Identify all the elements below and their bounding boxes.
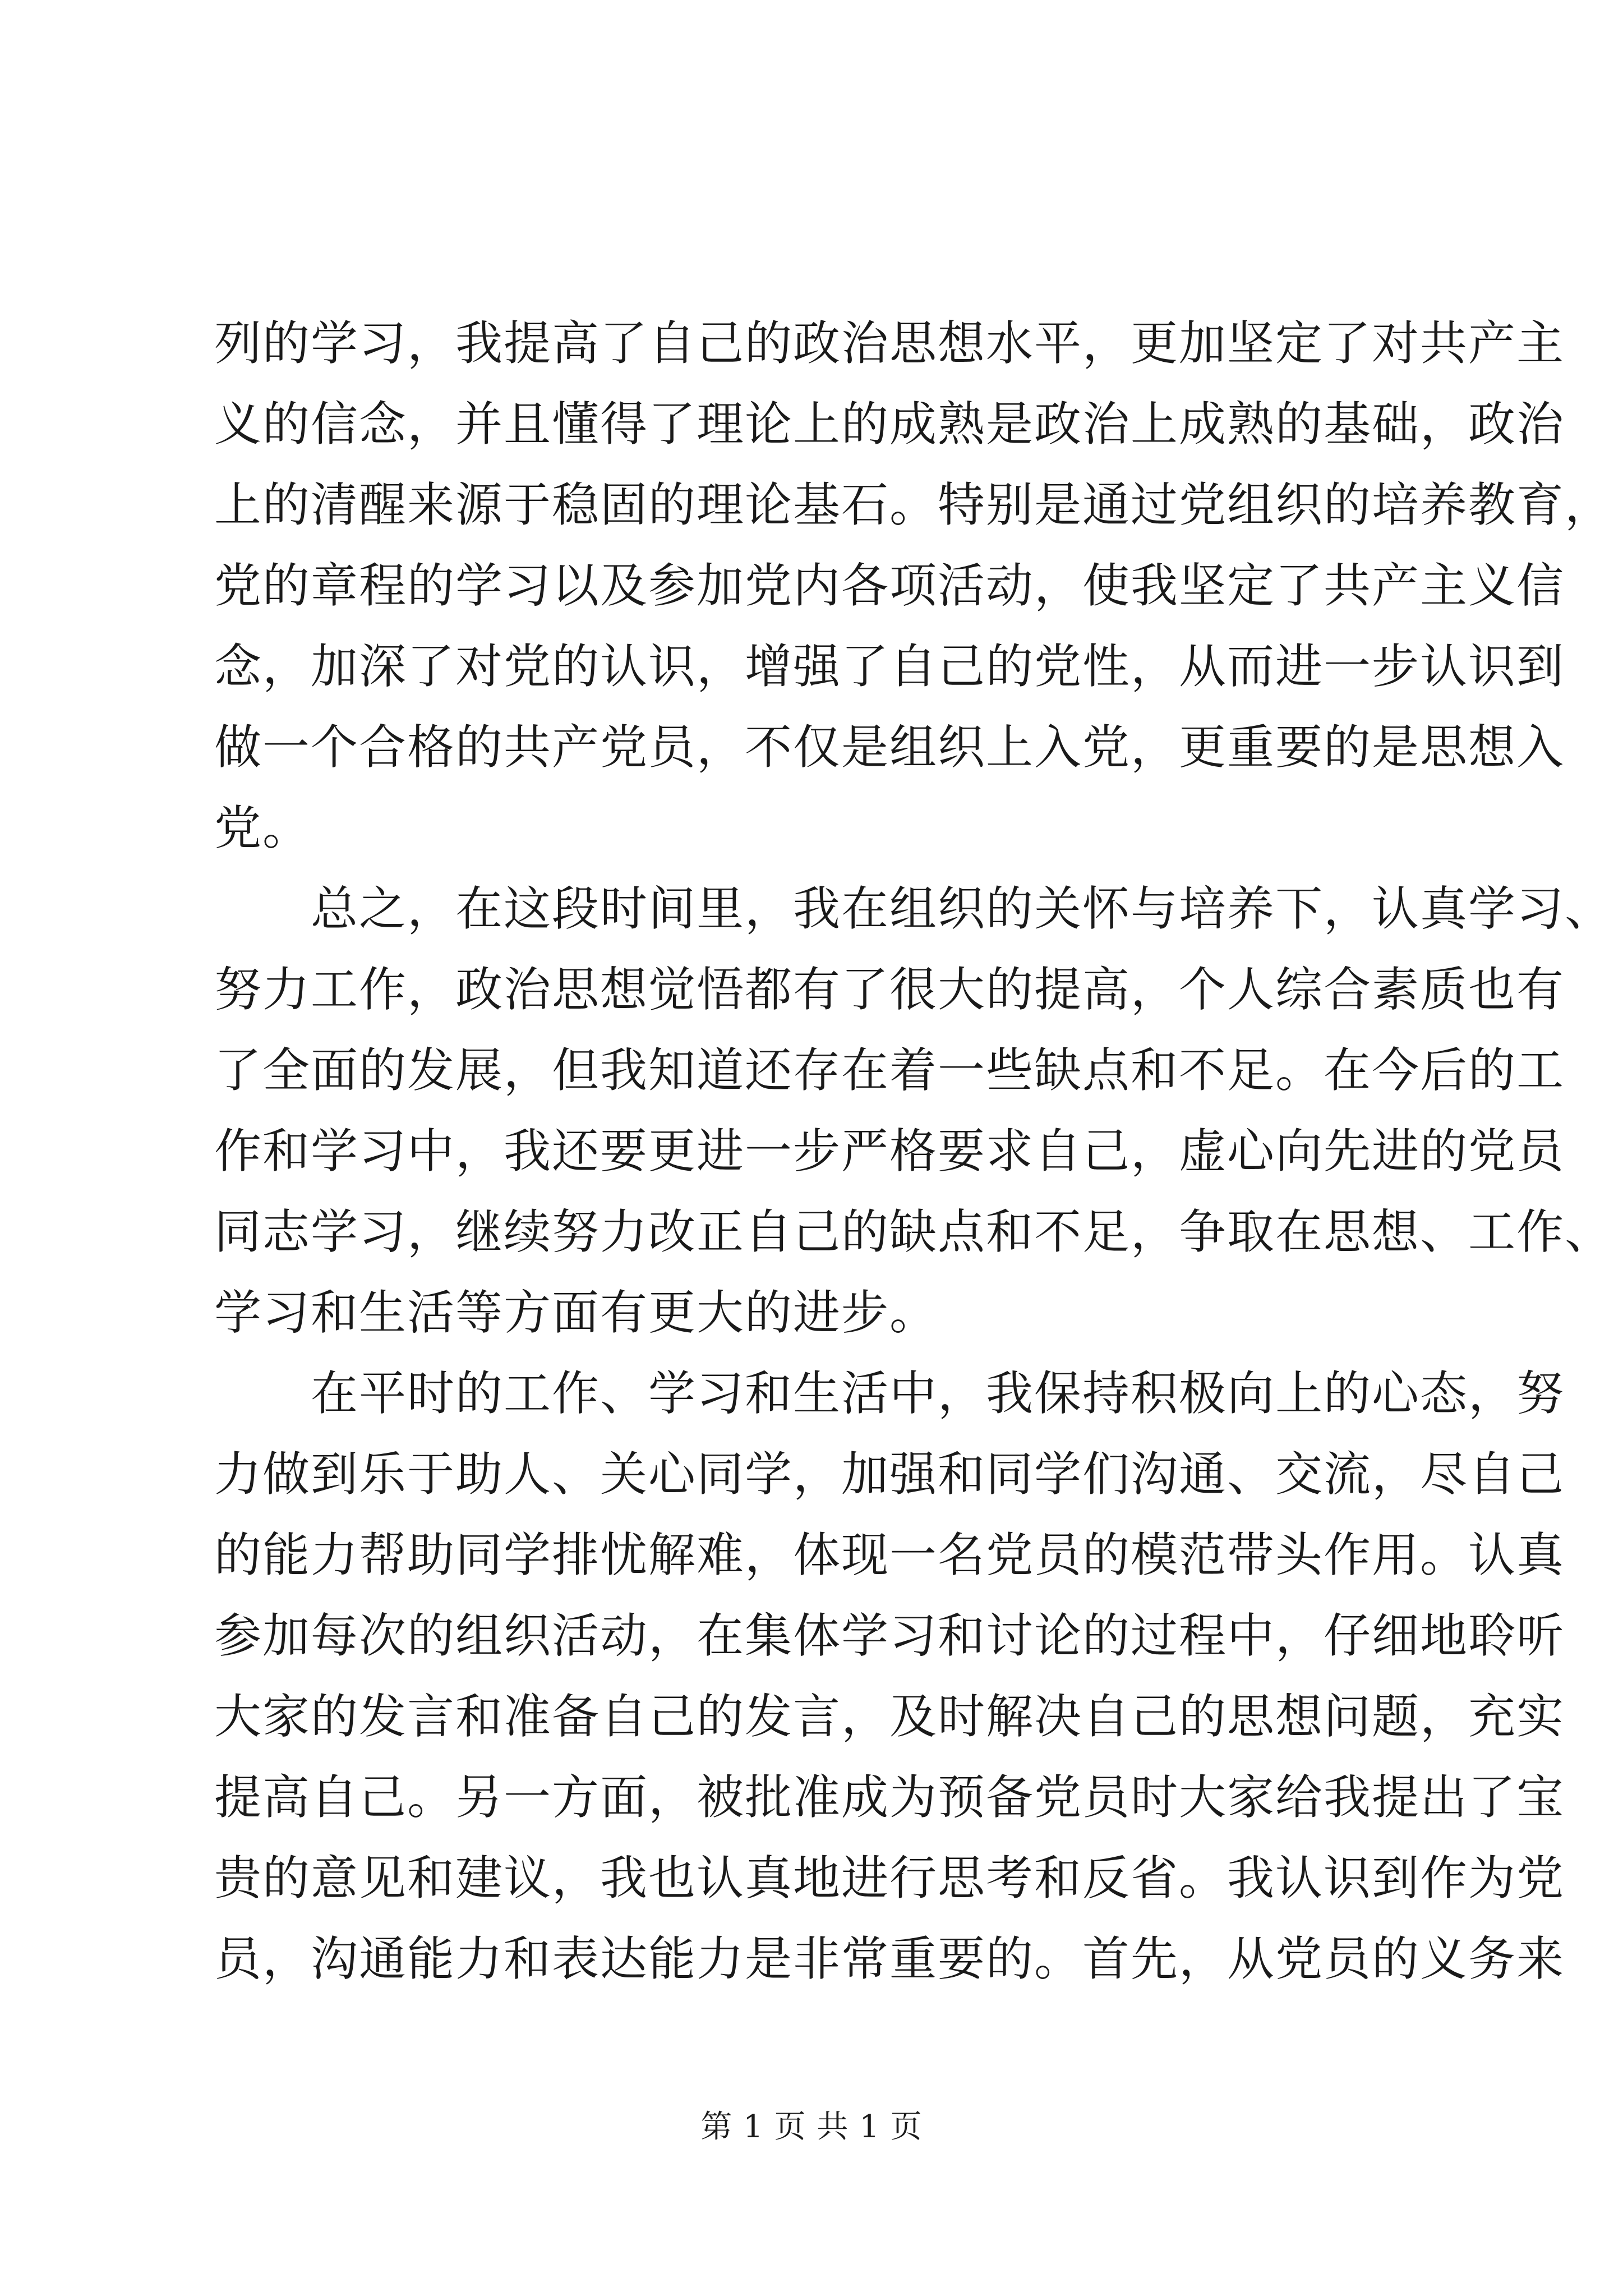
paragraph-2-line-6: 学习和生活等方面有更大的进步。: [214, 1285, 938, 1340]
paragraph-1-line-3: 上的清醒来源于稳固的理论基石。特别是通过党组织的培养教育，: [214, 477, 1613, 532]
paragraph-1-line-4: 党的章程的学习以及参加党内各项活动，使我坚定了共产主义信: [214, 558, 1565, 613]
paragraph-1-line-7: 党。: [214, 800, 311, 855]
paragraph-2-line-2: 努力工作，政治思想觉悟都有了很大的提高，个人综合素质也有: [214, 962, 1565, 1017]
paragraph-3-line-3: 的能力帮助同学排忧解难，体现一名党员的模范带头作用。认真: [214, 1527, 1565, 1582]
paragraph-3-line-1: 在平时的工作、学习和生活中，我保持积极向上的心态，努: [214, 1366, 1565, 1421]
paragraph-2-line-3: 了全面的发展，但我知道还存在着一些缺点和不足。在今后的工: [214, 1043, 1565, 1098]
paragraph-3-line-7: 贵的意见和建议，我也认真地进行思考和反省。我认识到作为党: [214, 1851, 1565, 1906]
document-body: [214, 303, 1613, 1999]
paragraph-1-line-6: 做一个合格的共产党员，不仅是组织上入党，更重要的是思想入: [214, 720, 1565, 775]
paragraph-3-line-4: 参加每次的组织活动，在集体学习和讨论的过程中，仔细地聆听: [214, 1608, 1565, 1663]
paragraph-3-line-2: 力做到乐于助人、关心同学，加强和同学们沟通、交流，尽自己: [214, 1447, 1565, 1502]
page-number-footer: 第 1 页 共 1 页: [700, 2109, 923, 2145]
paragraph-3-line-8: 员，沟通能力和表达能力是非常重要的。首先，从党员的义务来: [214, 1931, 1565, 1986]
paragraph-1-line-2: 义的信念，并且懂得了理论上的成熟是政治上成熟的基础，政治: [214, 397, 1565, 452]
paragraph-2-line-4: 作和学习中，我还要更进一步严格要求自己，虚心向先进的党员: [214, 1124, 1565, 1179]
paragraph-3-line-5: 大家的发言和准备自己的发言，及时解决自己的思想问题，充实: [214, 1689, 1565, 1744]
paragraph-3-line-6: 提高自己。另一方面，被批准成为预备党员时大家给我提出了宝: [214, 1770, 1565, 1825]
paragraph-1-line-5: 念，加深了对党的认识，增强了自己的党性，从而进一步认识到: [214, 639, 1565, 694]
paragraph-2-line-5: 同志学习，继续努力改正自己的缺点和不足，争取在思想、工作、: [214, 1204, 1613, 1259]
paragraph-1-line-1: 列的学习，我提高了自己的政治思想水平，更加坚定了对共产主: [214, 316, 1565, 371]
paragraph-2-line-1: 总之，在这段时间里，我在组织的关怀与培养下，认真学习、: [214, 881, 1613, 936]
